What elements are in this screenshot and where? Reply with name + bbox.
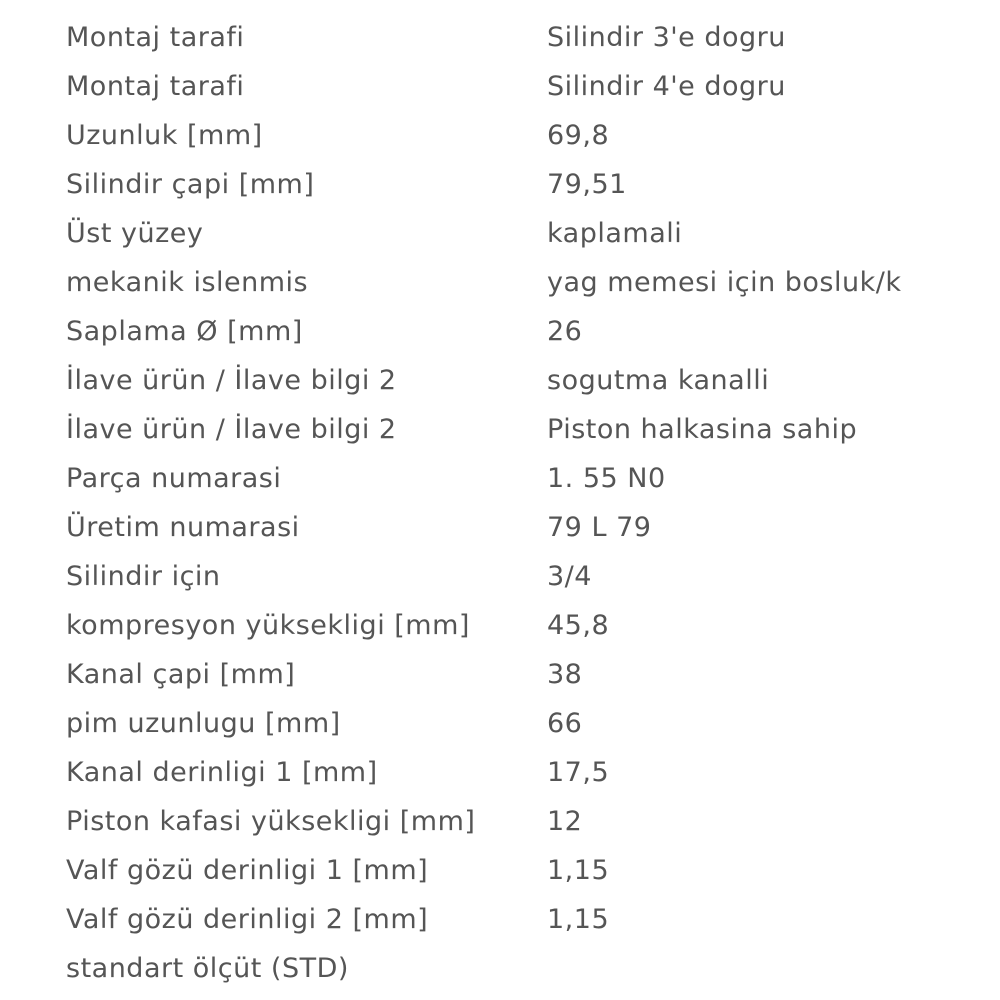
- table-row: [66, 209, 1000, 258]
- spec-label: Silindir için: [66, 561, 221, 592]
- spec-label: mekanik islenmis: [66, 267, 309, 298]
- spec-value: yag memesi için bosluk/k: [547, 267, 902, 298]
- spec-value: sogutma kanalli: [547, 365, 770, 396]
- spec-label: Silindir çapi [mm]: [66, 169, 315, 200]
- spec-value: 26: [547, 316, 583, 347]
- table-row: [66, 503, 1000, 552]
- spec-table: [66, 13, 1000, 993]
- spec-value: 12: [547, 806, 583, 837]
- table-row: [66, 62, 1000, 111]
- spec-label: pim uzunlugu [mm]: [66, 708, 341, 739]
- spec-label: Parça numarasi: [66, 463, 282, 494]
- spec-label: kompresyon yüksekligi [mm]: [66, 610, 470, 641]
- spec-label: Saplama Ø [mm]: [66, 316, 303, 347]
- spec-value: Silindir 4'e dogru: [547, 71, 786, 102]
- spec-value: 17,5: [547, 757, 610, 788]
- table-row: [66, 601, 1000, 650]
- spec-label: Üst yüzey: [66, 218, 204, 249]
- spec-table-body: [66, 13, 1000, 993]
- table-row: [66, 454, 1000, 503]
- spec-label: Montaj tarafi: [66, 71, 245, 102]
- table-row: [66, 944, 1000, 993]
- spec-value: [547, 944, 1000, 993]
- spec-label: Piston kafasi yüksekligi [mm]: [66, 806, 476, 837]
- spec-label: Üretim numarasi: [66, 512, 300, 543]
- spec-value: 79,51: [547, 169, 627, 200]
- spec-label: standart ölçüt (STD): [66, 953, 349, 984]
- table-row: [66, 405, 1000, 454]
- spec-value: 79 L 79: [547, 512, 652, 543]
- spec-value: 1,15: [547, 904, 610, 935]
- table-row: [66, 111, 1000, 160]
- table-row: [66, 307, 1000, 356]
- spec-value: Piston halkasina sahip: [547, 414, 858, 445]
- table-row: [66, 13, 1000, 62]
- spec-label: İlave ürün / İlave bilgi 2: [66, 365, 397, 396]
- spec-label: Valf gözü derinligi 2 [mm]: [66, 904, 429, 935]
- table-row: [66, 748, 1000, 797]
- spec-value: Silindir 3'e dogru: [547, 22, 786, 53]
- table-row: [66, 895, 1000, 944]
- spec-label: Valf gözü derinligi 1 [mm]: [66, 855, 429, 886]
- spec-value: 66: [547, 708, 583, 739]
- table-row: [66, 846, 1000, 895]
- spec-label: Kanal çapi [mm]: [66, 659, 296, 690]
- spec-label: Kanal derinligi 1 [mm]: [66, 757, 378, 788]
- spec-value: 38: [547, 659, 583, 690]
- table-row: [66, 699, 1000, 748]
- spec-value: 69,8: [547, 120, 610, 151]
- spec-label: Uzunluk [mm]: [66, 120, 263, 151]
- spec-value: 1. 55 N0: [547, 463, 666, 494]
- spec-label: Montaj tarafi: [66, 22, 245, 53]
- spec-value: 1,15: [547, 855, 610, 886]
- spec-value: kaplamali: [547, 218, 683, 249]
- table-row: [66, 356, 1000, 405]
- spec-value: 45,8: [547, 610, 610, 641]
- table-row: [66, 797, 1000, 846]
- spec-value: 3/4: [547, 561, 592, 592]
- table-row: [66, 552, 1000, 601]
- spec-label: İlave ürün / İlave bilgi 2: [66, 414, 397, 445]
- table-row: [66, 160, 1000, 209]
- table-row: [66, 258, 1000, 307]
- table-row: [66, 650, 1000, 699]
